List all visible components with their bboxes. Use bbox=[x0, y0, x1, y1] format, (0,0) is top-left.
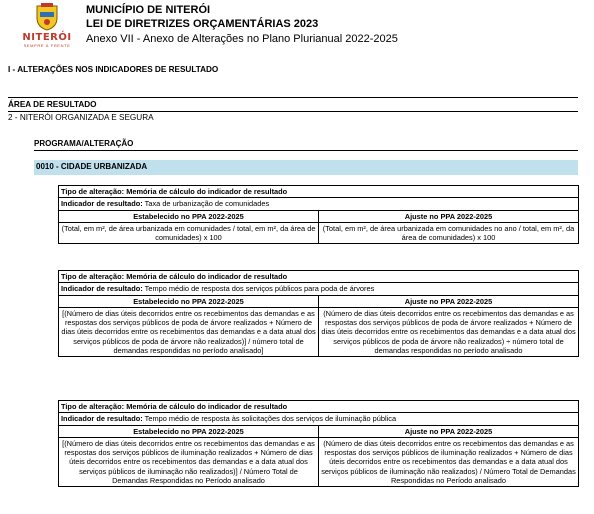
table-row bbox=[59, 222, 579, 244]
formula-adjustment: (Total, em m², de área urbanizada em comunidades no ano / total, em m², da área de comunidades) x 100 bbox=[319, 222, 579, 244]
change-type-cell: Tipo de alteração: Memória de cálculo do indicador de resultado bbox=[59, 401, 579, 413]
col-adjustment: Ajuste no PPA 2022-2025 bbox=[319, 210, 579, 222]
area-divider bbox=[8, 97, 578, 98]
table-row bbox=[59, 425, 579, 437]
indicator-table bbox=[58, 185, 579, 244]
table-row bbox=[59, 295, 579, 307]
niteroi-logo bbox=[18, 3, 76, 47]
indicator-table bbox=[58, 270, 579, 357]
law-title: LEI DE DIRETRIZES ORÇAMENTÁRIAS 2023 bbox=[86, 18, 319, 30]
program-divider bbox=[34, 150, 578, 151]
section-title: I - ALTERAÇÕES NOS INDICADORES DE RESULTADO bbox=[8, 65, 219, 74]
table-row bbox=[59, 437, 579, 486]
coat-of-arms-icon bbox=[34, 3, 60, 31]
document-header bbox=[0, 0, 594, 52]
logo-tagline: SEMPRE À FRENTE bbox=[23, 43, 71, 48]
col-adjustment: Ajuste no PPA 2022-2025 bbox=[319, 295, 579, 307]
formula-adjustment: (Número de dias úteis decorridos entre os recebimentos das demandas e as respostas dos serviços públicos de iluminação realizados + Número de dias úteis decorridos entre os recebimentos das demandas e a data atual dos serviços públicos de iluminação não realizados) / Número Total de Demandas Respondidas no Período analisado bbox=[319, 437, 579, 486]
indicator-cell: Indicador de resultado: Taxa de urbanização de comunidades bbox=[59, 198, 579, 210]
table-row bbox=[59, 210, 579, 222]
area-divider-bottom bbox=[8, 111, 578, 112]
program-label: PROGRAMA/ALTERAÇÃO bbox=[34, 139, 134, 148]
table-row bbox=[59, 271, 579, 283]
formula-established: [(Número de dias úteis decorridos entre os recebimentos das demandas e as respostas dos serviços públicos de iluminação realizados + Número de dias úteis decorridos entre os recebimentos das demandas e a data atual dos serviços públicos de iluminação não realizados)] / Número Total de Demandas Respondidas no Período analisado bbox=[59, 437, 319, 486]
area-label: ÁREA DE RESULTADO bbox=[8, 100, 97, 109]
table-row bbox=[59, 198, 579, 210]
indicator-cell: Indicador de resultado: Tempo médio de resposta dos serviços públicos para poda de árvores bbox=[59, 283, 579, 295]
col-established: Estabelecido no PPA 2022-2025 bbox=[59, 210, 319, 222]
annex-subtitle: Anexo VII - Anexo de Alterações no Plano Plurianual 2022-2025 bbox=[86, 33, 398, 45]
table-row bbox=[59, 413, 579, 425]
formula-adjustment: (Número de dias úteis decorridos entre os recebimentos das demandas e as respostas dos serviços públicos de poda de árvore realizados + Número de dias úteis decorridos entre os recebimentos das demandas e a data atual dos serviços públicos de poda de árvore não realizados) ÷ número total de demandas respondidas no período analisado bbox=[319, 307, 579, 356]
logo-brand-text: NITERÓI bbox=[22, 32, 72, 43]
area-value: 2 - NITERÓI ORGANIZADA E SEGURA bbox=[8, 113, 154, 122]
municipality-title: MUNICÍPIO DE NITERÓI bbox=[86, 4, 211, 16]
table-row bbox=[59, 307, 579, 356]
formula-established: [(Número de dias úteis decorridos entre os recebimentos das demandas e as respostas dos serviços públicos de poda de árvore realizados + Número de dias úteis decorridos entre os recebimentos das demandas e a data atual dos serviços públicos de poda de árvore não realizados)] / número total de demandas respondidas no período analisado] bbox=[59, 307, 319, 356]
formula-established: (Total, em m², de área urbanizada em comunidades / total, em m², da área de comunidades) x 100 bbox=[59, 222, 319, 244]
indicator-table bbox=[58, 400, 579, 487]
col-established: Estabelecido no PPA 2022-2025 bbox=[59, 425, 319, 437]
indicator-cell: Indicador de resultado: Tempo médio de resposta às solicitações dos serviços de iluminação pública bbox=[59, 413, 579, 425]
program-name: 0010 - CIDADE URBANIZADA bbox=[36, 162, 148, 171]
program-bar bbox=[34, 160, 578, 175]
change-type-cell: Tipo de alteração: Memória de cálculo do indicador de resultado bbox=[59, 271, 579, 283]
col-established: Estabelecido no PPA 2022-2025 bbox=[59, 295, 319, 307]
table-row bbox=[59, 401, 579, 413]
col-adjustment: Ajuste no PPA 2022-2025 bbox=[319, 425, 579, 437]
table-row bbox=[59, 186, 579, 198]
change-type-cell: Tipo de alteração: Memória de cálculo do indicador de resultado bbox=[59, 186, 579, 198]
table-row bbox=[59, 283, 579, 295]
